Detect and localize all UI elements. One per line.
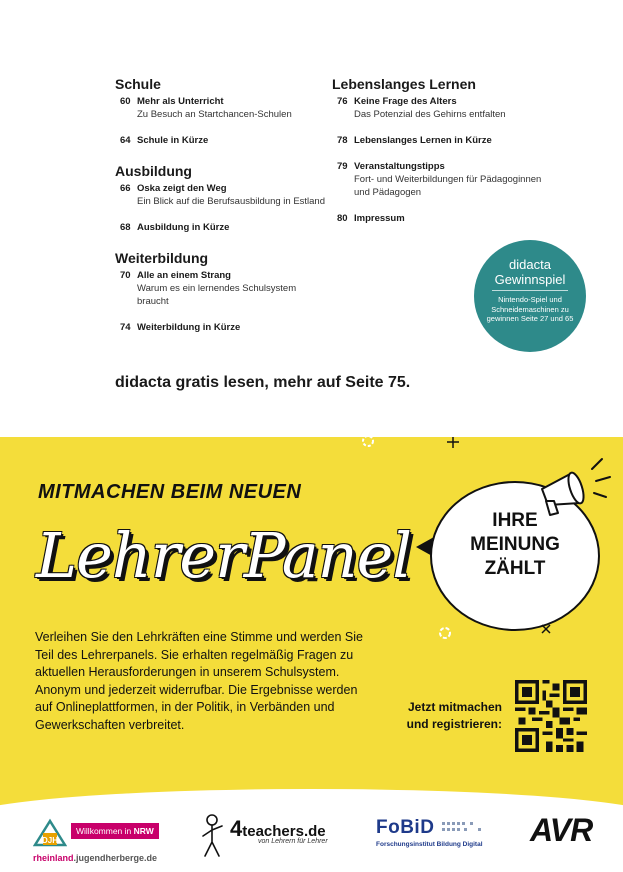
toc-entry[interactable] (115, 95, 325, 121)
cta-line: Jetzt mitmachen (407, 700, 502, 714)
djh-welcome-badge (71, 823, 159, 839)
ring-icon (437, 625, 453, 641)
ad-body-text: Verleihen Sie den Lehrkräften eine Stimme und werden Sie Teil des Lehrerpanels. Sie erhalten regelmäßig Fragen zu aktuellen Herausforderungen in unserem Schulsystem. Anonym und jederzeit widerrufbar. Die Ergebnisse werden auf Onlineplattformen, in der Politik, in Verbänden und Gewerkschaften verbreitet. (35, 630, 363, 732)
contest-badge[interactable] (474, 240, 586, 352)
toc-section (115, 250, 325, 334)
page-number: 60 (120, 96, 131, 107)
fobid-sub: Forschungsinstitut Bildung Digital (376, 841, 483, 848)
bubble-line: IHRE (492, 510, 538, 531)
bubble-line: ZÄHLT (484, 558, 546, 579)
page-number: 68 (120, 222, 131, 233)
toc-section (332, 76, 542, 225)
cta-line: und registrieren: (406, 717, 502, 731)
toc-entry[interactable] (115, 321, 325, 334)
avr-logo[interactable]: AVR (530, 812, 593, 848)
entry-title: Alle an einem Strang (137, 270, 231, 281)
djh-welcome-region: NRW (133, 826, 154, 836)
djh-url-prefix: rheinland (33, 853, 74, 863)
djh-url[interactable] (33, 853, 157, 863)
entry-subtitle: Das Potenzial des Gehirns entfalten (354, 109, 506, 120)
entry-subtitle: Warum es ein lernendes Schulsystem braucht (137, 283, 297, 307)
4teachers-sub: von Lehrern für Lehrer (258, 838, 328, 845)
page-number: 79 (337, 161, 348, 172)
page-number: 78 (337, 135, 348, 146)
qr-code-icon[interactable] (515, 680, 587, 752)
pixel-pattern-icon (440, 820, 490, 836)
toc-entry[interactable] (332, 160, 542, 199)
entry-title: Keine Frage des Alters (354, 96, 457, 107)
badge-line1: didacta (509, 257, 551, 272)
read-free-line: didacta gratis lesen, mehr auf Seite 75. (115, 374, 411, 391)
djh-mark-icon (33, 817, 67, 847)
toc-section (115, 76, 325, 147)
cross-icon (540, 623, 552, 635)
djh-url-suffix: .jugendherberge.de (73, 853, 158, 863)
page-number: 74 (120, 322, 131, 333)
bubble-line: MEINUNG (470, 534, 560, 555)
page-number: 66 (120, 183, 131, 194)
page-number: 76 (337, 96, 348, 107)
plus-icon (446, 437, 460, 449)
badge-text: Nintendo-Spiel und Schneidemaschinen zu gewinnen Seite 27 und 65 (486, 295, 574, 323)
fobid-name: FoBiD (376, 817, 435, 838)
ad-headline: MITMACHEN BEIM NEUEN (38, 481, 302, 503)
cta-text (388, 699, 502, 733)
megaphone-icon (536, 451, 616, 521)
4teachers-logo[interactable] (200, 812, 350, 860)
entry-title: Impressum (354, 213, 405, 224)
entry-title: Mehr als Unterricht (137, 96, 224, 107)
page-number: 64 (120, 135, 131, 146)
toc-entry[interactable] (115, 221, 325, 234)
toc-section (115, 163, 325, 234)
toc-entry[interactable] (115, 182, 325, 208)
entry-title: Weiterbildung in Kürze (137, 322, 241, 333)
stick-figure-icon (200, 812, 228, 860)
entry-title: Veranstaltungstipps (354, 161, 445, 172)
badge-line2: Gewinnspiel (494, 272, 566, 287)
badge-divider (492, 290, 568, 291)
page-number: 70 (120, 270, 131, 281)
toc-entry[interactable] (332, 95, 542, 121)
section-title: Schule (115, 76, 161, 92)
4teachers-number: 4 (230, 816, 243, 841)
entry-subtitle: Ein Blick auf die Berufsausbildung in Estland (137, 196, 326, 207)
toc-entry[interactable] (332, 212, 542, 225)
lehrerpanel-ad (0, 437, 623, 872)
entry-title: Schule in Kürze (137, 135, 209, 146)
toc-entry[interactable] (115, 269, 325, 308)
toc-left-column (115, 76, 325, 350)
toc-entry[interactable] (115, 134, 325, 147)
entry-subtitle: Zu Besuch an Startchancen-Schulen (137, 109, 292, 120)
sparkle-icon (358, 437, 378, 451)
page-number: 80 (337, 213, 348, 224)
entry-title: Oska zeigt den Weg (137, 183, 227, 194)
ad-script-title: LehrerPanel (36, 519, 412, 592)
entry-title: Ausbildung in Kürze (137, 222, 230, 233)
toc-entry[interactable] (332, 134, 542, 147)
4teachers-wordmark: teachers.de (242, 823, 326, 840)
section-title: Lebenslanges Lernen (332, 76, 476, 92)
entry-subtitle: Fort- und Weiterbildungen für Pädagoginnen und Pädagogen (354, 174, 542, 198)
section-title: Ausbildung (115, 163, 192, 179)
entry-title: Lebenslanges Lernen in Kürze (354, 135, 492, 146)
djh-welcome-prefix: Willkommen in (76, 826, 132, 836)
toc-right-column (332, 76, 542, 241)
section-title: Weiterbildung (115, 250, 209, 266)
fobid-logo[interactable] (376, 817, 483, 848)
svg-text:DJH: DJH (41, 836, 59, 845)
